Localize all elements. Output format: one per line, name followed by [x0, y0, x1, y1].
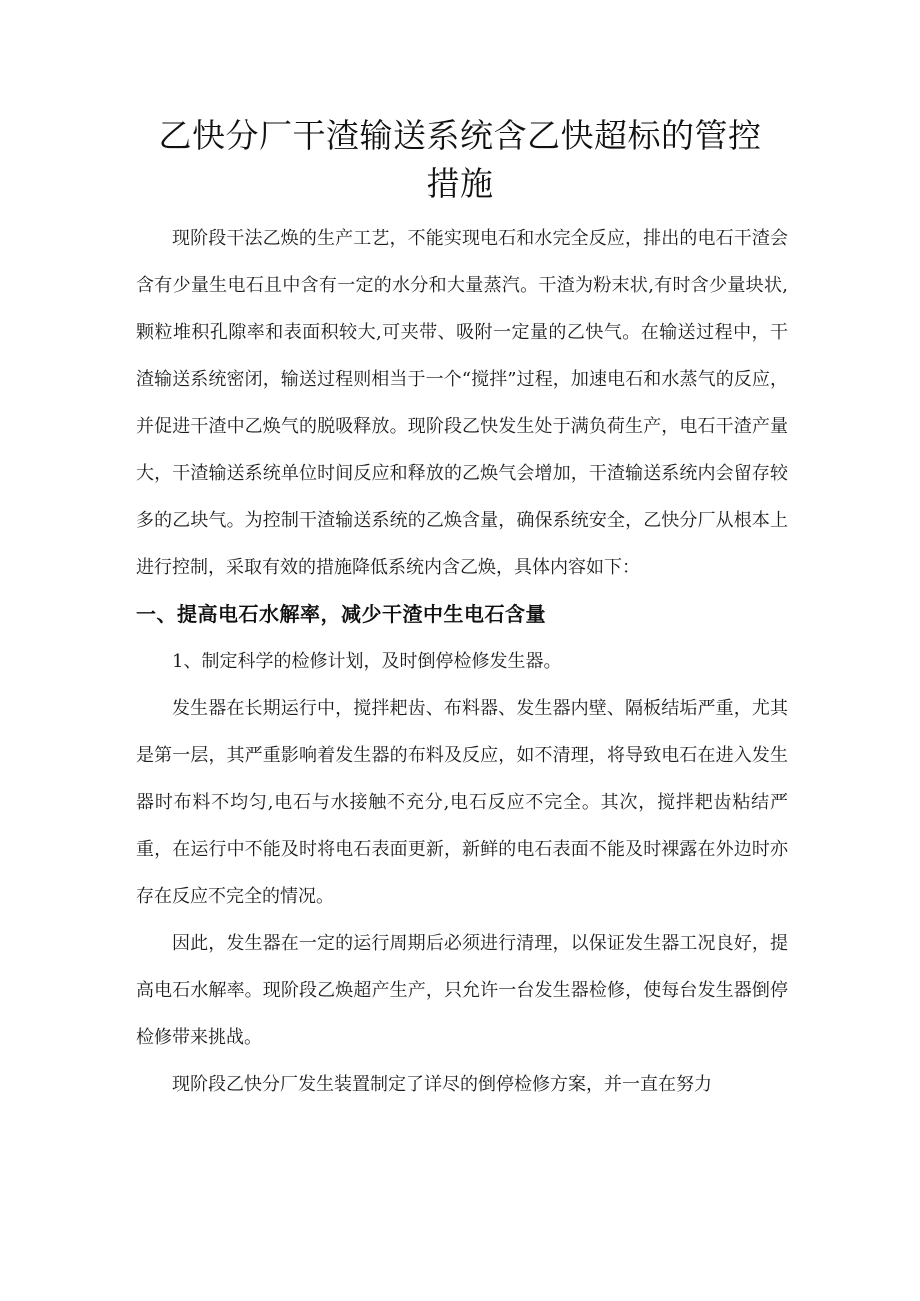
document-title [110, 112, 810, 208]
body-paragraph-3: 因此，发生器在一定的运行周期后必须进行清理，以保证发生器工况良好，提高电石水解率。现阶段乙焕超产生产，只允许一台发生器检修，使每台发生器倒停检修带来挑战。 [136, 933, 788, 1048]
document-body [136, 215, 788, 1108]
intro-paragraph: 现阶段干法乙焕的生产工艺，不能实现电石和水完全反应，排出的电石干渣会含有少量生电石且中含有一定的水分和大量蒸汽。干渣为粉末状,有时含少量块状,颗粒堆积孔隙率和表面积较大,可夹带、吸附一定量的乙快气。在输送过程中，干渣输送系统密闭，输送过程则相当于一个“搅拌”过程，加速电石和水蒸气的反应，并促进干渣中乙焕气的脱吸释放。现阶段乙快发生处于满负荷生产，电石干渣产量大，干渣输送系统单位时间反应和释放的乙焕气会增加，干渣输送系统内会留存较多的乙块气。为控制干渣输送系统的乙焕含量，确保系统安全，乙快分厂从根本上进行控制，采取有效的措施降低系统内含乙焕，具体内容如下： [136, 228, 788, 578]
body-paragraph-2: 发生器在长期运行中，搅拌耙齿、布料器、发生器内壁、隔板结垢严重，尤其是第一层，其严重影响着发生器的布料及反应，如不清理，将导致电石在进入发生器时布料不均匀,电石与水接触不充分,电石反应不完全。其次，搅拌耙齿粘结严重，在运行中不能及时将电石表面更新，新鲜的电石表面不能及时裸露在外边时亦存在反应不完全的情况。 [136, 698, 788, 907]
body-paragraph-4: 现阶段乙快分厂发生装置制定了详尽的倒停检修方案，并一直在努力 [172, 1074, 712, 1095]
section-heading-1: 一、提高电石水解率，减少干渣中生电石含量 [136, 602, 546, 626]
title-line-2: 措施 [426, 164, 494, 203]
list-item-1: 1、制定科学的检修计划，及时倒停检修发生器。 [172, 651, 562, 672]
title-line-1: 乙快分厂干渣输送系统含乙快超标的管控 [158, 116, 762, 155]
